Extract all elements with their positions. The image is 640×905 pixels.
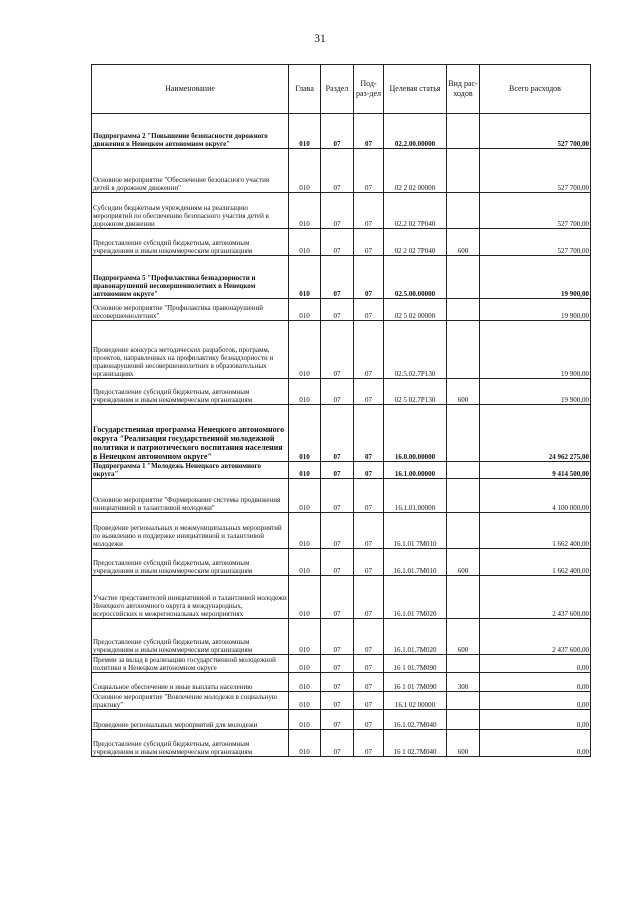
cell-chapter: 010 xyxy=(289,193,321,229)
cell-target: 16.1 02 00000 xyxy=(384,692,447,710)
cell-expense-type: 600 xyxy=(447,379,480,405)
cell-expense-type: 600 xyxy=(447,229,480,256)
cell-section: 07 xyxy=(321,149,354,193)
budget-table xyxy=(91,64,591,757)
cell-section: 07 xyxy=(321,576,354,619)
cell-target: 02.2 02 7Р040 xyxy=(384,193,447,229)
cell-target: 02 2 02 00000 xyxy=(384,149,447,193)
cell-chapter: 010 xyxy=(289,299,321,321)
cell-section: 07 xyxy=(321,229,354,256)
cell-target: 16.1.01 7М020 xyxy=(384,576,447,619)
cell-name: Субсидии бюджетным учреждениям на реализацию мероприятий по обеспечению безопасного участия детей в дорожном движении xyxy=(92,193,289,229)
cell-name: Основное мероприятие "Профилактика правонарушений несовершеннолетних" xyxy=(92,299,289,321)
cell-name: Проведение региональных мероприятий для молодежи xyxy=(92,710,289,730)
cell-total: 24 962 275,00 xyxy=(480,405,591,462)
cell-subsection: 07 xyxy=(354,730,384,757)
cell-section: 07 xyxy=(321,549,354,576)
cell-name: Проведение региональных и межмуниципальных мероприятий по выявлению и поддержке инициативной и талантливой молодежи xyxy=(92,513,289,549)
cell-name: Основное мероприятие "Обеспечение безопасного участия детей в дорожном движении" xyxy=(92,149,289,193)
table-row xyxy=(92,479,591,513)
column-header-chapter: Глава xyxy=(289,65,321,114)
cell-section: 07 xyxy=(321,321,354,379)
cell-section: 07 xyxy=(321,692,354,710)
cell-chapter: 010 xyxy=(289,379,321,405)
cell-target: 02 2 02 7Р040 xyxy=(384,229,447,256)
column-header-total: Всего расходов xyxy=(480,65,591,114)
cell-name: Проведение конкурса методических разработок, программ, проектов, направленных на профилактику безнадзорности и правонарушений несовершеннолетних в образовательных организациях xyxy=(92,321,289,379)
cell-chapter: 010 xyxy=(289,114,321,149)
table-row xyxy=(92,710,591,730)
cell-target: 02 5 02.7Р130 xyxy=(384,379,447,405)
cell-target: 16.1.00.00000 xyxy=(384,462,447,479)
cell-expense-type xyxy=(447,299,480,321)
cell-expense-type xyxy=(447,692,480,710)
cell-chapter: 010 xyxy=(289,692,321,710)
cell-expense-type: 600 xyxy=(447,730,480,757)
cell-subsection: 07 xyxy=(354,114,384,149)
cell-name: Подпрограмма 5 "Профилактика безнадзорности и правонарушений несовершеннолетних в Ненецком автономном округе" xyxy=(92,256,289,299)
table-row xyxy=(92,730,591,757)
table-row xyxy=(92,462,591,479)
cell-subsection: 07 xyxy=(354,692,384,710)
cell-target: 16.1.01.7М010 xyxy=(384,549,447,576)
cell-target: 16.1.01 7М010 xyxy=(384,513,447,549)
cell-target: 16.0.00.00000 xyxy=(384,405,447,462)
cell-total: 4 100 000,00 xyxy=(480,479,591,513)
cell-name: Премии за вклад в реализацию государственной молодежной политики в Ненецком автономном округе xyxy=(92,655,289,673)
cell-expense-type xyxy=(447,256,480,299)
cell-subsection: 07 xyxy=(354,299,384,321)
cell-total: 0,00 xyxy=(480,710,591,730)
cell-subsection: 07 xyxy=(354,576,384,619)
cell-section: 07 xyxy=(321,710,354,730)
cell-total: 9 414 500,00 xyxy=(480,462,591,479)
cell-total: 19 900,00 xyxy=(480,299,591,321)
cell-total: 2 437 600,00 xyxy=(480,619,591,655)
cell-total: 527 700,00 xyxy=(480,193,591,229)
cell-expense-type xyxy=(447,405,480,462)
cell-section: 07 xyxy=(321,379,354,405)
cell-name: Подпрограмма 1 "Молодежь Ненецкого автономного округа" xyxy=(92,462,289,479)
cell-expense-type xyxy=(447,462,480,479)
table-row xyxy=(92,619,591,655)
cell-subsection: 07 xyxy=(354,655,384,673)
cell-subsection: 07 xyxy=(354,673,384,692)
cell-chapter: 010 xyxy=(289,405,321,462)
page-number: 31 xyxy=(314,33,326,45)
cell-subsection: 07 xyxy=(354,405,384,462)
cell-expense-type xyxy=(447,321,480,379)
cell-subsection: 07 xyxy=(354,321,384,379)
cell-chapter: 010 xyxy=(289,673,321,692)
cell-subsection: 07 xyxy=(354,710,384,730)
cell-subsection: 07 xyxy=(354,193,384,229)
cell-subsection: 07 xyxy=(354,149,384,193)
cell-section: 07 xyxy=(321,513,354,549)
cell-total: 1 662 400,00 xyxy=(480,513,591,549)
cell-total: 0,00 xyxy=(480,673,591,692)
cell-chapter: 010 xyxy=(289,655,321,673)
table-row xyxy=(92,229,591,256)
cell-total: 2 437 600,00 xyxy=(480,576,591,619)
cell-subsection: 07 xyxy=(354,462,384,479)
cell-chapter: 010 xyxy=(289,149,321,193)
table-row xyxy=(92,655,591,673)
cell-subsection: 07 xyxy=(354,513,384,549)
cell-name: Государственная программа Ненецкого автономного округа "Реализация государственной молодежной политики и патриотического воспитания населения в Ненецком автономном округе" xyxy=(92,405,289,462)
table-row xyxy=(92,256,591,299)
table-row xyxy=(92,405,591,462)
cell-section: 07 xyxy=(321,730,354,757)
cell-section: 07 xyxy=(321,193,354,229)
table-row xyxy=(92,673,591,692)
cell-chapter: 010 xyxy=(289,321,321,379)
table-row xyxy=(92,692,591,710)
cell-chapter: 010 xyxy=(289,479,321,513)
cell-subsection: 07 xyxy=(354,549,384,576)
cell-chapter: 010 xyxy=(289,462,321,479)
cell-total: 527 700,00 xyxy=(480,149,591,193)
cell-name: Участие представителей инициативной и талантливой молодежи Ненецкого автономного округа в международных, всероссийских и межрегиональных мероприятиях xyxy=(92,576,289,619)
column-header-section: Раздел xyxy=(321,65,354,114)
cell-subsection: 07 xyxy=(354,479,384,513)
cell-name: Предоставление субсидий бюджетным, автономным учреждениям и иным некоммерческим организациям xyxy=(92,229,289,256)
cell-total: 0,00 xyxy=(480,730,591,757)
cell-chapter: 010 xyxy=(289,619,321,655)
cell-subsection: 07 xyxy=(354,619,384,655)
cell-total: 19 900,00 xyxy=(480,256,591,299)
cell-expense-type xyxy=(447,655,480,673)
cell-expense-type xyxy=(447,114,480,149)
cell-expense-type: 600 xyxy=(447,619,480,655)
cell-total: 1 662 400,00 xyxy=(480,549,591,576)
cell-target: 02.2.00.00000 xyxy=(384,114,447,149)
cell-chapter: 010 xyxy=(289,513,321,549)
cell-target: 16 1 02.7М040 xyxy=(384,730,447,757)
table-row xyxy=(92,114,591,149)
cell-name: Предоставление субсидий бюджетным, автономным учреждениям и иным некоммерческим организациям xyxy=(92,549,289,576)
cell-section: 07 xyxy=(321,256,354,299)
cell-target: 02.5.02.7Р130 xyxy=(384,321,447,379)
cell-name: Предоставление субсидий бюджетным, автономным учреждениям и иным некоммерческим организациям xyxy=(92,619,289,655)
table-row xyxy=(92,513,591,549)
cell-target: 02 5 02 00000 xyxy=(384,299,447,321)
cell-subsection: 07 xyxy=(354,379,384,405)
table-row xyxy=(92,576,591,619)
cell-section: 07 xyxy=(321,405,354,462)
cell-section: 07 xyxy=(321,655,354,673)
column-header-target: Целевая статья xyxy=(384,65,447,114)
column-header-subsection: Под-раз-дел xyxy=(354,65,384,114)
cell-name: Предоставление субсидий бюджетным, автономным учреждениям и иным некоммерческим организациям xyxy=(92,379,289,405)
cell-chapter: 010 xyxy=(289,256,321,299)
cell-total: 527 700,00 xyxy=(480,114,591,149)
cell-chapter: 010 xyxy=(289,549,321,576)
cell-name: Основное мероприятие "Формирование системы продвижения инициативной и талантливой молодежи" xyxy=(92,479,289,513)
cell-name: Социальное обеспечение и иные выплаты населению xyxy=(92,673,289,692)
cell-target: 02.5.00.00000 xyxy=(384,256,447,299)
cell-subsection: 07 xyxy=(354,256,384,299)
cell-section: 07 xyxy=(321,462,354,479)
cell-chapter: 010 xyxy=(289,576,321,619)
cell-expense-type xyxy=(447,193,480,229)
cell-name: Подпрограмма 2 "Повышение безопасности дорожного движения в Ненецком автономном округе" xyxy=(92,114,289,149)
cell-expense-type xyxy=(447,479,480,513)
cell-total: 527 700,00 xyxy=(480,229,591,256)
cell-expense-type: 300 xyxy=(447,673,480,692)
table-header-row xyxy=(92,65,591,114)
cell-target: 16.1.01.00000 xyxy=(384,479,447,513)
column-header-expense-type: Вид рас-ходов xyxy=(447,65,480,114)
cell-expense-type xyxy=(447,710,480,730)
cell-total: 19 900,00 xyxy=(480,321,591,379)
cell-total: 0,00 xyxy=(480,692,591,710)
cell-target: 16.1.01.7М020 xyxy=(384,619,447,655)
table-row xyxy=(92,299,591,321)
cell-section: 07 xyxy=(321,299,354,321)
cell-expense-type xyxy=(447,149,480,193)
cell-target: 16 1 01.7М090 xyxy=(384,655,447,673)
cell-name: Предоставление субсидий бюджетным, автономным учреждениям и иным некоммерческим организациям xyxy=(92,730,289,757)
cell-chapter: 010 xyxy=(289,710,321,730)
cell-chapter: 010 xyxy=(289,229,321,256)
table-row xyxy=(92,379,591,405)
cell-expense-type xyxy=(447,576,480,619)
cell-section: 07 xyxy=(321,619,354,655)
table-row xyxy=(92,321,591,379)
cell-section: 07 xyxy=(321,479,354,513)
cell-name: Основное мероприятие "Вовлечение молодежи в социальную практику" xyxy=(92,692,289,710)
cell-chapter: 010 xyxy=(289,730,321,757)
table-row xyxy=(92,549,591,576)
cell-section: 07 xyxy=(321,114,354,149)
cell-total: 19 900,00 xyxy=(480,379,591,405)
table-row xyxy=(92,193,591,229)
column-header-name: Наименование xyxy=(92,65,289,114)
cell-expense-type: 600 xyxy=(447,549,480,576)
cell-expense-type xyxy=(447,513,480,549)
cell-target: 16 1 01 7М090 xyxy=(384,673,447,692)
cell-total: 0,00 xyxy=(480,655,591,673)
cell-section: 07 xyxy=(321,673,354,692)
cell-target: 16.1.02.7М040 xyxy=(384,710,447,730)
table-row xyxy=(92,149,591,193)
cell-subsection: 07 xyxy=(354,229,384,256)
